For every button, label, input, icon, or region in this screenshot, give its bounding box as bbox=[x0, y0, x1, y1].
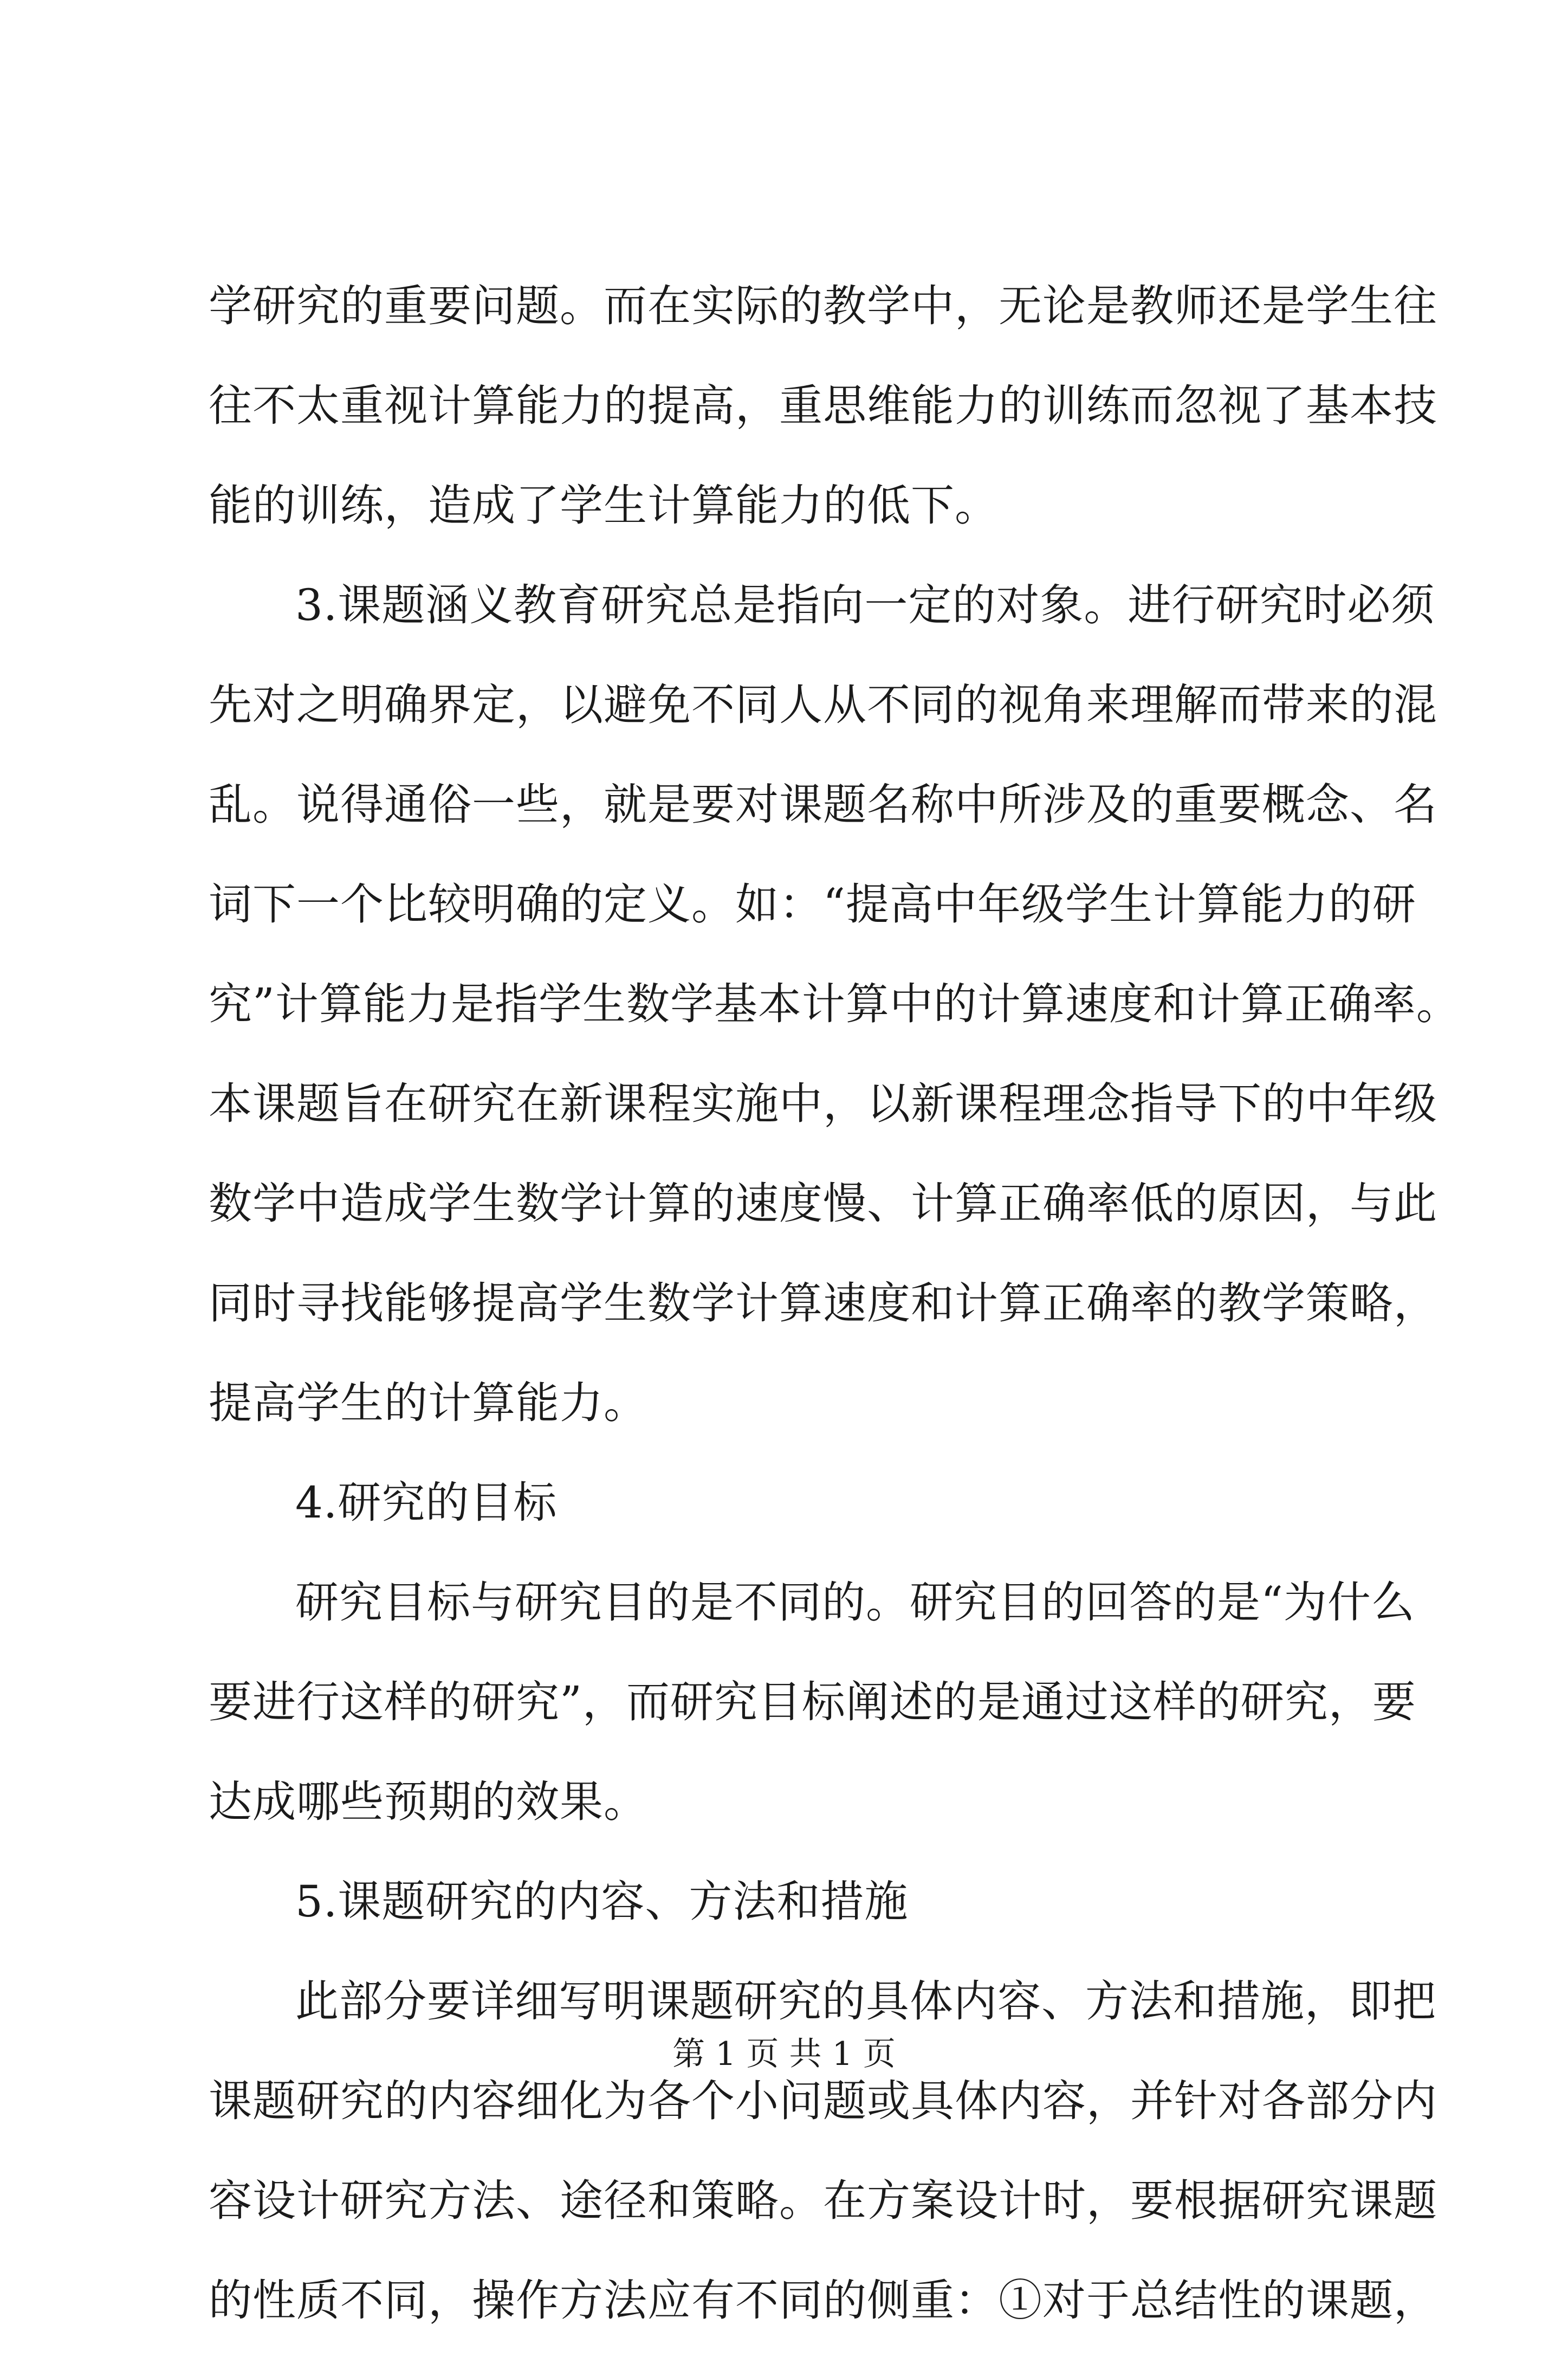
text-line: 数学中造成学生数学计算的速度慢、计算正确率低的原因，与此 bbox=[209, 1178, 1437, 1229]
text-line: 同时寻找能够提高学生数学计算速度和计算正确率的教学策略， bbox=[209, 1278, 1437, 1328]
text-line: 课题研究的内容细化为各个小问题或具体内容，并针对各部分内 bbox=[209, 2076, 1437, 2126]
text-line: 往不太重视计算能力的提高，重思维能力的训练而忽视了基本技 bbox=[209, 380, 1437, 431]
text-line: 词下一个比较明确的定义。如：“提高中年级学生计算能力的研 bbox=[209, 879, 1416, 929]
text-line: 学研究的重要问题。而在实际的教学中，无论是教师还是学生往 bbox=[209, 281, 1437, 331]
text-line: 达成哪些预期的效果。 bbox=[209, 1777, 647, 1827]
page-footer: 第 1 页 共 1 页 bbox=[672, 2035, 896, 2073]
text-line: 的性质不同，操作方法应有不同的侧重：①对于总结性的课题， bbox=[209, 2275, 1437, 2326]
text-line: 容设计研究方法、途径和策略。在方案设计时，要根据研究课题 bbox=[209, 2175, 1437, 2226]
section-heading: 5.课题研究的内容、方法和措施 bbox=[295, 1876, 909, 1927]
text-line: 要进行这样的研究”，而研究目标阐述的是通过这样的研究，要 bbox=[209, 1677, 1416, 1727]
text-line: 提高学生的计算能力。 bbox=[209, 1378, 647, 1428]
text-line: 究”计算能力是指学生数学基本计算中的计算速度和计算正确率。 bbox=[209, 979, 1460, 1029]
text-line: 研究目标与研究目的是不同的。研究目的回答的是“为什么 bbox=[295, 1577, 1415, 1628]
text-line: 乱。说得通俗一些，就是要对课题名称中所涉及的重要概念、名 bbox=[209, 779, 1437, 830]
text-line: 3.课题涵义教育研究总是指向一定的对象。进行研究时必须 bbox=[295, 580, 1435, 630]
section-heading: 4.研究的目标 bbox=[295, 1477, 558, 1528]
text-line: 本课题旨在研究在新课程实施中，以新课程理念指导下的中年级 bbox=[209, 1079, 1437, 1129]
text-line: 能的训练，造成了学生计算能力的低下。 bbox=[209, 480, 999, 531]
text-line: 先对之明确界定，以避免不同人从不同的视角来理解而带来的混 bbox=[209, 680, 1437, 730]
text-line: 此部分要详细写明课题研究的具体内容、方法和措施，即把 bbox=[295, 1976, 1436, 2026]
